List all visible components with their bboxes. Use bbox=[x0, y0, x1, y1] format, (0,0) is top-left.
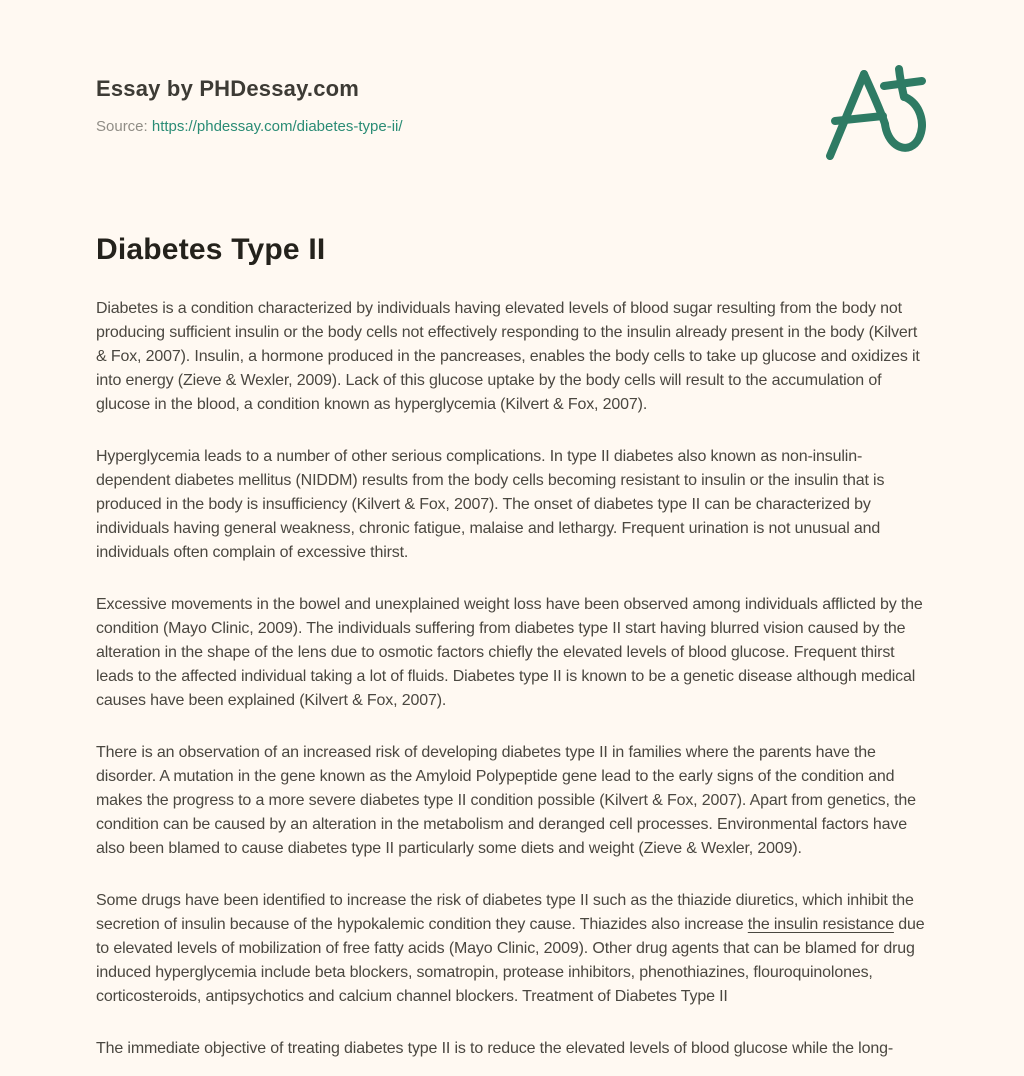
paragraph-text: Excessive movements in the bowel and unexplained weight loss have been observed among individuals afflicted by the condition (Mayo Clinic, 2009). The individuals suffering from diabetes type II start having blurred vision caused by the alteration in the shape of the lens due to osmotic factors chiefly the elevated levels of blood glucose. Frequent thirst leads to the affected individual taking a lot of fluids. Diabetes type II is known to be a genetic disease although medical causes have been explained (Kilvert & Fox, 2007). bbox=[96, 596, 923, 709]
source-row bbox=[96, 118, 403, 135]
essay-paragraph bbox=[96, 297, 928, 417]
essay-body bbox=[96, 297, 928, 1061]
brand-title: Essay by PHDessay.com bbox=[96, 76, 360, 101]
header-text-block bbox=[96, 76, 403, 135]
paragraph-text: Some drugs have been identified to increase the risk of diabetes type II such as the thiazide diuretics, which inhibit the secretion of insulin because of the hypokalemic condition they cause. Thiazides also increase bbox=[96, 892, 914, 933]
paragraph-text: The immediate objective of treating diabetes type II is to reduce the elevated levels of blood glucose while the long- bbox=[96, 1040, 894, 1057]
aplus-logo-icon bbox=[822, 64, 934, 169]
paragraph-text: due to elevated levels of mobilization of free fatty acids (Mayo Clinic, 2009). Other drug agents that can be blamed for drug induced hyperglycemia include beta blockers, somatropin, protease inhibitors, phenothiazines, flouroquinolones, corticosteroids, antipsychotics and calcium channel blockers. Treatment of Diabetes Type II bbox=[96, 916, 925, 1005]
essay-paragraph bbox=[96, 593, 928, 713]
page-header bbox=[96, 76, 928, 169]
paragraph-text: Hyperglycemia leads to a number of other serious complications. In type II diabetes also known as non-insulin-dependent diabetes mellitus (NIDDM) results from the body cells becoming resistant to insulin or the insulin that is produced in the body is insufficiency (Kilvert & Fox, 2007). The onset of diabetes type II can be characterized by individuals having general weakness, chronic fatigue, malaise and lethargy. Frequent urination is not unusual and individuals often complain of excessive thirst. bbox=[96, 448, 885, 561]
essay-paragraph bbox=[96, 741, 928, 861]
essay-paragraph bbox=[96, 889, 928, 1009]
paragraph-text: There is an observation of an increased risk of developing diabetes type II in families where the parents have the disorder. A mutation in the gene known as the Amyloid Polypeptide gene lead to the early signs of the condition and makes the progress to a more severe diabetes type II condition possible (Kilvert & Fox, 2007). Apart from genetics, the condition can be caused by an alteration in the metabolism and deranged cell processes. Environmental factors have also been blamed to cause diabetes type II particularly some diets and weight (Zieve & Wexler, 2009). bbox=[96, 744, 916, 857]
paragraph-text: Diabetes is a condition characterized by individuals having elevated levels of blood sugar resulting from the body not producing sufficient insulin or the body cells not effectively responding to the insulin already present in the body (Kilvert & Fox, 2007). Insulin, a hormone produced in the pancreases, enables the body cells to take up glucose and oxidizes it into energy (Zieve & Wexler, 2009). Lack of this glucose uptake by the body cells will result to the accumulation of glucose in the blood, a condition known as hyperglycemia (Kilvert & Fox, 2007). bbox=[96, 300, 920, 413]
source-link[interactable]: https://phdessay.com/diabetes-type-ii/ bbox=[151, 118, 403, 135]
source-label: Source: bbox=[96, 118, 148, 135]
insulin-resistance-link[interactable]: the insulin resistance bbox=[747, 916, 894, 933]
essay-paragraph bbox=[96, 445, 928, 565]
essay-paragraph bbox=[96, 1037, 928, 1061]
page-title: Diabetes Type II bbox=[96, 233, 326, 266]
